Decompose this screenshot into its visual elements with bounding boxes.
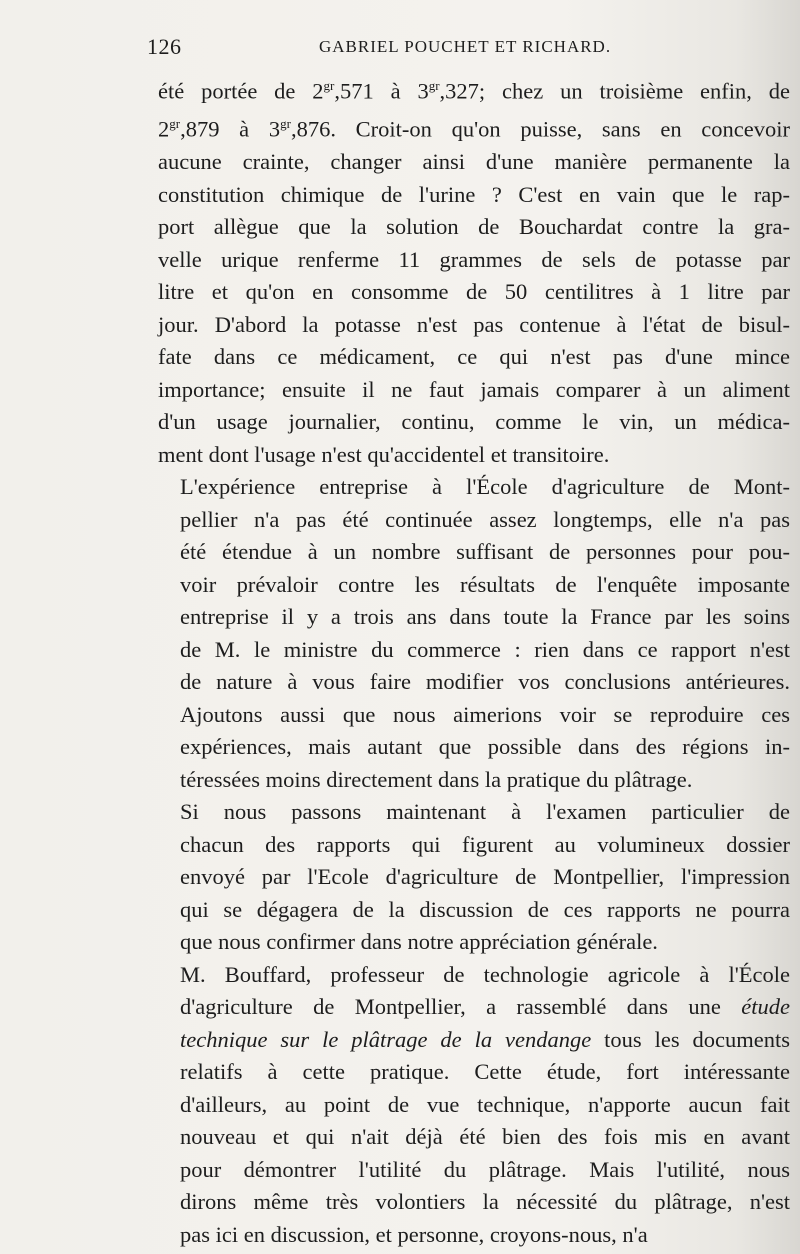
text-line: d'agriculture de Montpellier, a rassemblé dans une étude (180, 994, 790, 1019)
text-line: aucune crainte, changer ainsi d'une manière permanente la (158, 149, 790, 174)
running-head: GABRIEL POUCHET ET RICHARD. (319, 37, 612, 56)
text-line: ment dont l'usage n'est qu'accidentel et transitoire. (158, 441, 610, 467)
text-line: Ajoutons aussi que nous aimerions voir se reproduire ces (180, 701, 790, 727)
text-line: fate dans ce médicament, ce qui n'est pas d'une mince (158, 344, 790, 369)
text-line: litre et qu'on en consomme de 50 centilitres à 1 litre par (158, 279, 790, 304)
text-line: nouveau et qui n'ait déjà été bien des fois mis en avant (180, 1124, 790, 1149)
text-line: Si nous passons maintenant à l'examen particulier de (180, 799, 790, 824)
text-line: entreprise il y a trois ans dans toute la France par les soins (180, 604, 790, 629)
text-line: jour. D'abord la potasse n'est pas contenue à l'état de bisul- (158, 311, 790, 337)
text-line: envoyé par l'Ecole d'agriculture de Montpellier, l'impression (180, 864, 790, 889)
text-line: expériences, mais autant que possible dans des régions in- (180, 734, 790, 759)
text-line: téressées moins directement dans la pratique du plâtrage. (180, 766, 693, 792)
text-line: M. Bouffard, professeur de technologie agricole à l'École (180, 961, 790, 987)
page-number: 126 (147, 34, 182, 59)
text-line: que nous confirmer dans notre appréciation générale. (180, 929, 658, 954)
text-line: pour démontrer l'utilité du plâtrage. Mais l'utilité, nous (180, 1156, 790, 1182)
paragraph (158, 471, 790, 796)
text-line: été étendue à un nombre suffisant de personnes pour pou- (180, 539, 790, 564)
text-line: d'ailleurs, au point de vue technique, n'apporte aucun fait (180, 1091, 790, 1117)
text-line: de M. le ministre du commerce : rien dans ce rapport n'est (180, 636, 790, 662)
text-line: chacun des rapports qui figurent au volumineux dossier (180, 831, 790, 857)
text-line: constitution chimique de l'urine ? C'est en vain que le rap- (158, 181, 790, 207)
text-line: velle urique renferme 11 grammes de sels de potasse par (158, 246, 790, 272)
text-line: d'un usage journalier, continu, comme le vin, un médica- (158, 409, 790, 434)
text-line: pellier n'a pas été continuée assez longtemps, elle n'a pas (180, 506, 790, 532)
italic-title: technique sur le plâtrage de la vendange (180, 1026, 592, 1052)
text-line: dirons même très volontiers la nécessité du plâtrage, n'est (180, 1189, 790, 1214)
text-line: voir prévaloir contre les résultats de l'enquête imposante (180, 571, 790, 597)
text-line: relatifs à cette pratique. Cette étude, fort intéressante (180, 1059, 790, 1084)
text-line: technique sur le plâtrage de la vendange tous les documents (180, 1026, 791, 1052)
text-line: qui se dégagera de la discussion de ces rapports ne pourra (180, 896, 790, 922)
paragraph (158, 959, 790, 1252)
text-line: $2^{gr},879$ à $3^{gr},876$. Croit-on qu'on puisse, sans en concevoir (158, 116, 790, 142)
text-line: pas ici en discussion, et personne, croyons-nous, n'a (180, 1221, 648, 1247)
body-text (158, 70, 790, 1251)
text-line: importance; ensuite il ne faut jamais comparer à un aliment (158, 376, 790, 402)
paragraph (158, 70, 790, 471)
italic-title: étude (741, 994, 790, 1019)
text-line: été portée de $2^{gr},571$ à $3^{gr},327$; chez un troisième enfin, de (158, 78, 790, 104)
text-line: L'expérience entreprise à l'École d'agriculture de Mont- (180, 474, 790, 499)
text-line: port allègue que la solution de Bouchardat contre la gra- (158, 214, 790, 239)
paragraph (158, 796, 790, 959)
text-line: de nature à vous faire modifier vos conclusions antérieures. (180, 669, 790, 694)
